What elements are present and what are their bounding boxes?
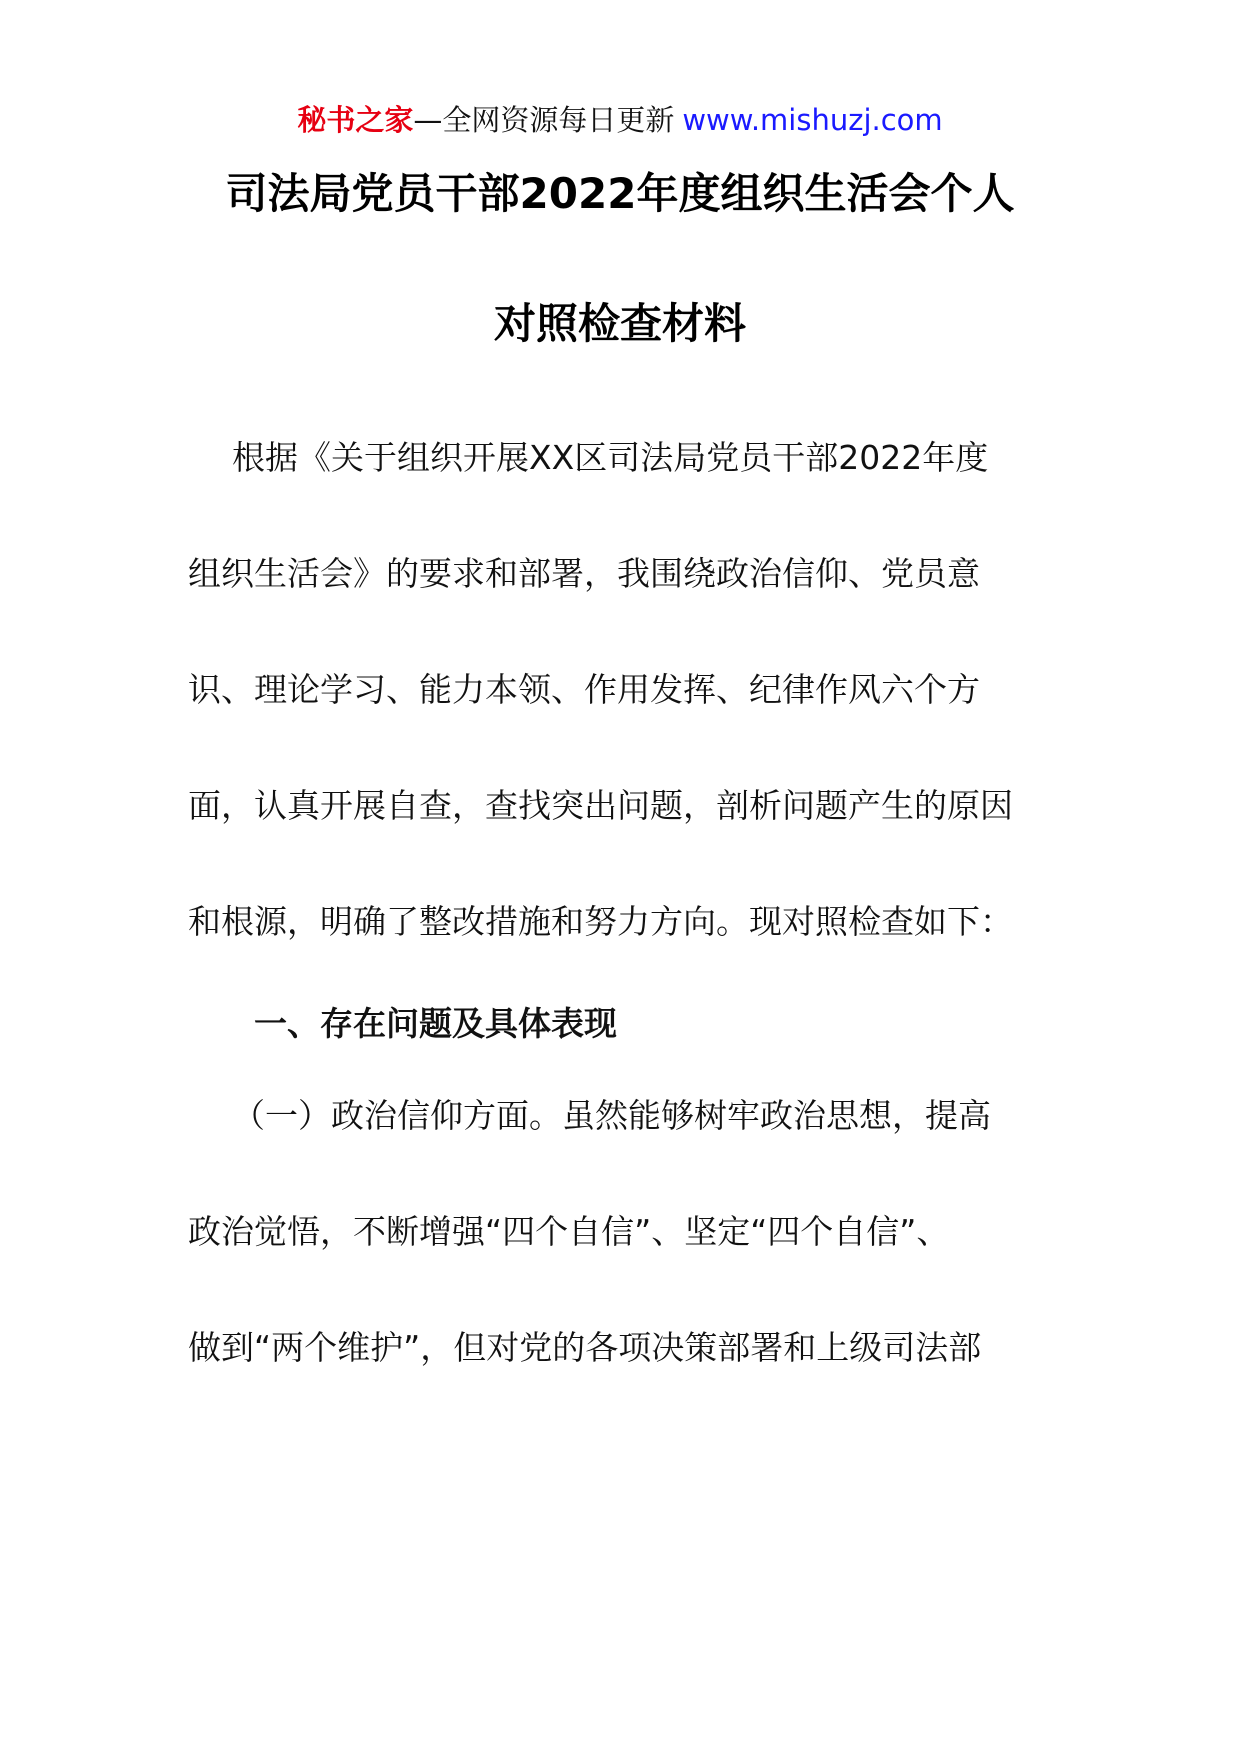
paragraph-1-line-2: 组织生活会》的要求和部署，我围绕政治信仰、党员意 xyxy=(188,554,980,593)
site-slogan: —全网资源每日更新 xyxy=(413,103,675,137)
site-url-link[interactable]: www.mishuzj.com xyxy=(682,103,943,137)
paragraph-2-line-3: 做到“两个维护”，但对党的各项决策部署和上级司法部 xyxy=(188,1328,982,1367)
document-title-line-2: 对照检查材料 xyxy=(493,299,746,348)
paragraph-1-line-3: 识、理论学习、能力本领、作用发挥、纪律作风六个方 xyxy=(188,670,980,709)
paragraph-1-line-1: 根据《关于组织开展XX区司法局党员干部2022年度 xyxy=(232,438,989,477)
paragraph-1-line-4: 面，认真开展自查，查找突出问题，剖析问题产生的原因 xyxy=(188,786,1013,825)
site-header xyxy=(0,100,1240,140)
document-title-line-1: 司法局党员干部2022年度组织生活会个人 xyxy=(225,169,1015,218)
paragraph-1-line-5: 和根源，明确了整改措施和努力方向。现对照检查如下： xyxy=(188,902,1013,941)
section-heading-1: 一、存在问题及具体表现 xyxy=(254,1004,617,1043)
paragraph-2-line-1: （一）政治信仰方面。虽然能够树牢政治思想，提高 xyxy=(232,1096,991,1135)
paragraph-2-line-2: 政治觉悟，不断增强“四个自信”、坚定“四个自信”、 xyxy=(188,1212,950,1251)
site-brand: 秘书之家 xyxy=(297,103,414,137)
